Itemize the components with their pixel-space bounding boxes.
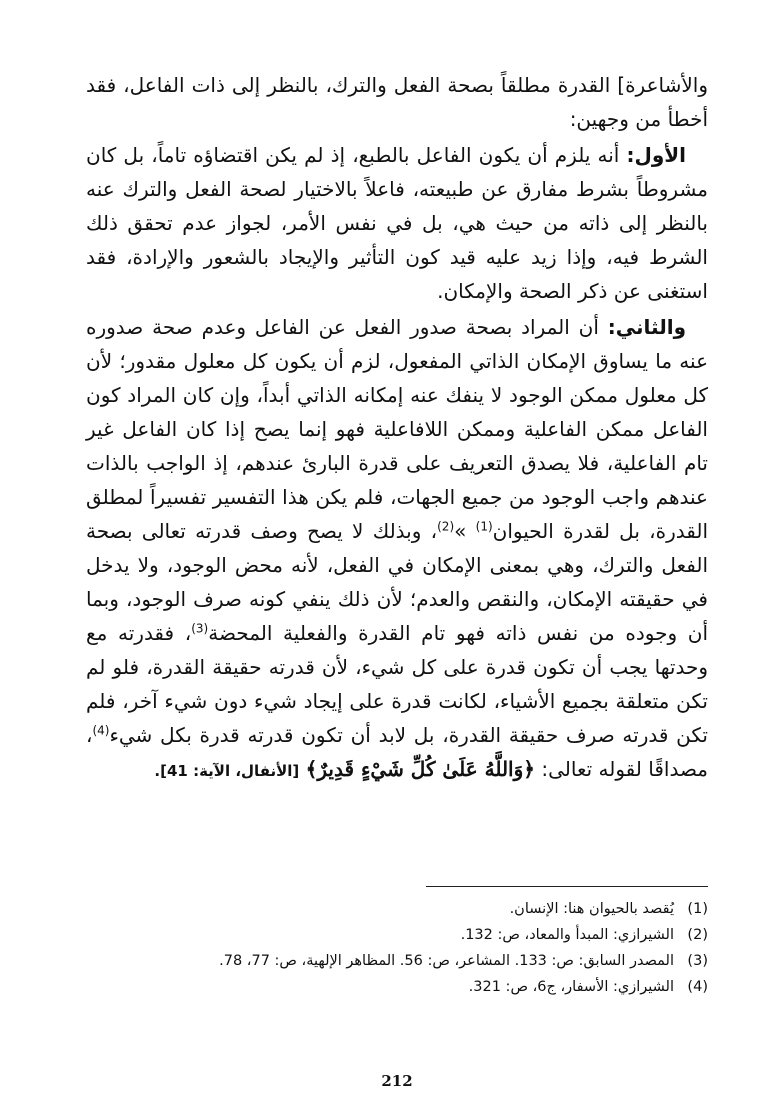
footnote-ref-3[interactable]: (3) bbox=[191, 621, 209, 636]
quran-verse: ﴿وَاللَّهُ عَلَىٰ كُلِّ شَيْءٍ قَدِيرٌ﴾ bbox=[305, 757, 535, 781]
footnote-item bbox=[86, 948, 708, 974]
paragraph-1-text: والأشاعرة] القدرة مطلقاً بصحة الفعل والترك، بالنظر إلى ذات الفاعل، فقد أخطأ من وجهين: bbox=[86, 73, 708, 131]
footnote-number: (3) bbox=[687, 953, 708, 969]
footnote-text: الشيرازي: الأسفار، ج6، ص: 321. bbox=[468, 979, 674, 995]
paragraph-3-quote-mark: » bbox=[454, 519, 467, 543]
footnote-item bbox=[86, 974, 708, 1000]
footnote-number: (4) bbox=[687, 979, 708, 995]
paragraph-1 bbox=[86, 68, 708, 136]
footnote-number: (1) bbox=[687, 901, 708, 917]
footnote-text: الشيرازي: المبدأ والمعاد، ص: 132. bbox=[460, 927, 674, 943]
document-page bbox=[86, 68, 709, 1090]
paragraph-2-text: أنه يلزم أن يكون الفاعل بالطبع، إذ لم يكن اقتضاؤه تاماً، بل كان مشروطاً بشرط مفارق عن طبيعته، فاعلاً بالاختيار لصحة الفعل والترك عنه بالنظر إلى ذاته من حيث هي، بل في نفس الأمر، لجواز عدم تحقق ذلك الشرط فيه، وإذا زيد عليه قيد كون التأثير والإيجاد بالشعور والإرادة، فقد استغنى عن ذكر الصحة والإمكان. bbox=[86, 143, 708, 303]
main-text bbox=[86, 68, 708, 788]
footnote-number: (2) bbox=[687, 927, 708, 943]
footnote-text: المصدر السابق: ص: 133. المشاعر، ص: 56. المظاهر الإلهية، ص: 77، 78. bbox=[219, 953, 674, 969]
paragraph-3-lead: والثاني: bbox=[607, 315, 687, 339]
footnote-item bbox=[86, 922, 708, 948]
paragraph-2 bbox=[86, 138, 708, 308]
footnote-text: يُقصد بالحيوان هنا: الإنسان. bbox=[509, 901, 674, 917]
footnote-ref-2[interactable]: (2) bbox=[437, 519, 455, 534]
footnotes bbox=[86, 896, 708, 1000]
paragraph-3 bbox=[86, 310, 708, 788]
paragraph-2-lead: الأول: bbox=[626, 143, 687, 167]
paragraph-3-text-3: ، فقدرته مع وحدتها يجب أن تكون قدرة على كل شيء، لأن قدرته حقيقة القدرة، فلو لم تكن متعلقة بجميع الأشياء، لكانت قدرة على إيجاد شيء دون شيء آخر، فلم تكن قدرته صرف حقيقة القدرة، بل لابد أن تكون قدرته قدرة بكل شيء bbox=[86, 621, 708, 747]
paragraph-3-text-1: أن المراد بصحة صدور الفعل عن الفاعل وعدم صحة صدوره عنه ما يساوق الإمكان الذاتي المفعول، لزم أن يكون كل معلول مقدور؛ لأن كل معلول ممكن الوجود لا ينفك عنه إمكانه الذاتي أبداً، وإن كان المراد كون الفاعل ممكن الفاعلية وممكن اللافاعلية فهو إنما يصح إذا كان الفاعل غير تام الفاعلية، فلا يصدق التعريف على قدرة البارئ عندهم، إذ الواجب بالذات عندهم واجب الوجود من جميع الجهات، فلم يكن هذا التفسير تفسيراً لمطلق القدرة، بل لقدرة الحيوان bbox=[86, 315, 709, 543]
footnote-divider bbox=[426, 886, 708, 887]
footnote-ref-1[interactable]: (1) bbox=[475, 519, 493, 534]
footnote-item bbox=[86, 896, 708, 922]
paragraph-3-text-4: ، مصداقًا لقوله تعالى: bbox=[86, 723, 708, 781]
footnote-ref-4[interactable]: (4) bbox=[92, 723, 110, 738]
verse-reference: [الأنفال، الآية: 41]. bbox=[154, 762, 300, 780]
paragraph-3-text-2: ، وبذلك لا يصح وصف قدرته تعالى بصحة الفعل والترك، وهي بمعنى الإمكان في الفعل، لأنه محض الوجود، ولا يدخل في حقيقته الإمكان، والنقص والعدم؛ لأن ذلك ينفي كونه صرف الوجود، وبما أن وجوده من نفس ذاته فهو تام القدرة والفعلية المحضة bbox=[86, 519, 708, 645]
page-number: 212 bbox=[381, 1072, 413, 1090]
